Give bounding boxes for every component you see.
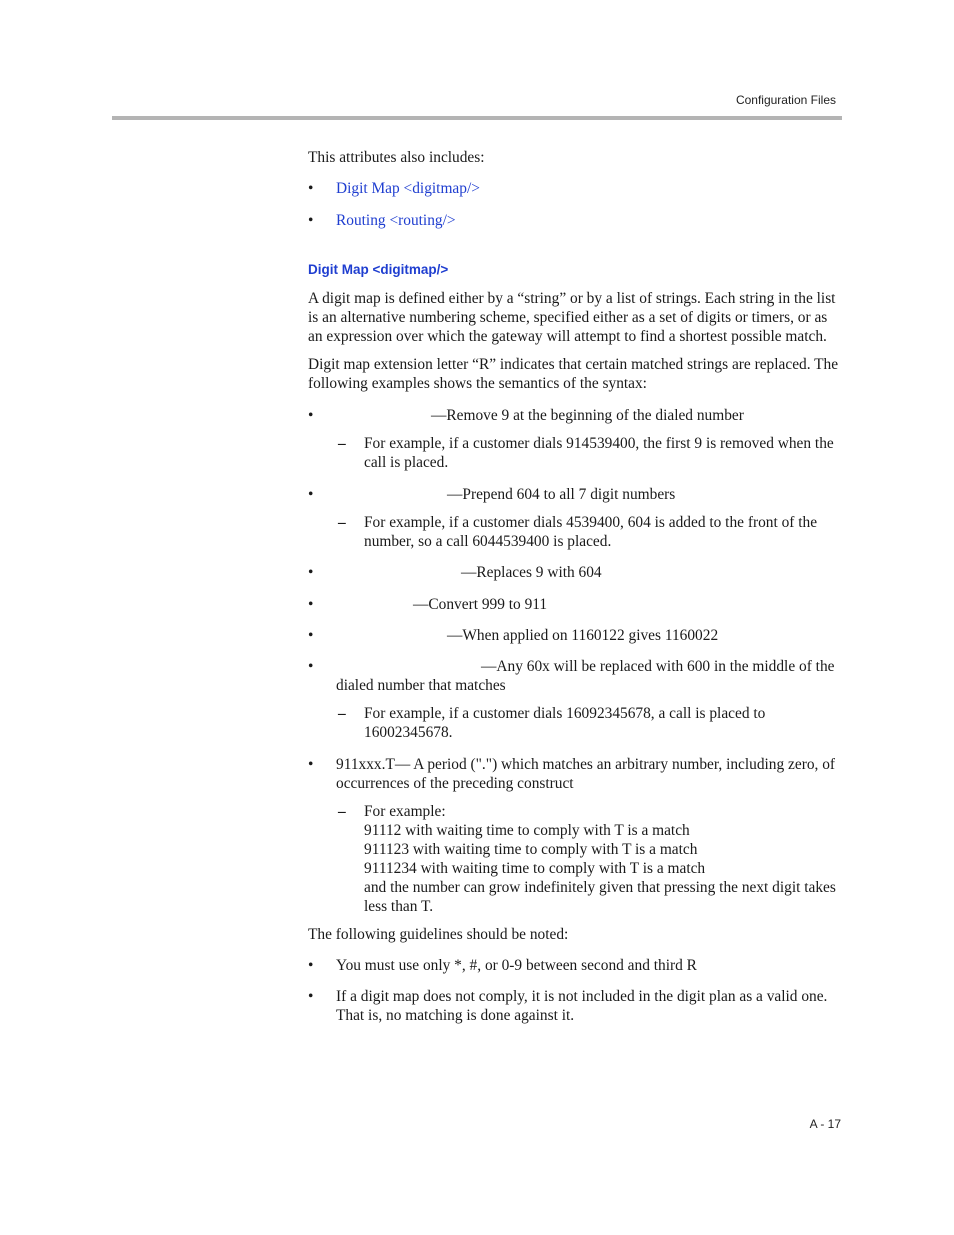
example-item: [308, 755, 843, 793]
header-rule: [112, 116, 842, 120]
example-sub: – For example, if a customer dials 914539400, the first 9 is removed when the call is placed.: [308, 434, 843, 472]
example-item: [308, 406, 843, 425]
guideline-item: • If a digit map does not comply, it is not included in the digit plan as a valid one. That is, no matching is done against it.: [308, 987, 843, 1025]
example-sub: [308, 802, 843, 916]
paragraph: A digit map is defined either by a “string” or by a list of strings. Each string in the list is an alternative numbering scheme, specified either as a set of digits or timers, or as an expression over which the gateway will attempt to find a shortest possible match.: [308, 290, 836, 345]
example-item: [308, 626, 843, 645]
routing-link[interactable]: Routing <routing/>: [336, 212, 456, 229]
example-sub: – For example, if a customer dials 4539400, 604 is added to the front of the number, so a call 6044539400 is placed.: [308, 513, 843, 551]
example-desc: —Remove 9 at the beginning of the dialed number: [431, 407, 744, 424]
example-desc: —Prepend 604 to all 7 digit numbers: [447, 486, 676, 503]
example-item: [308, 563, 843, 582]
running-header: Configuration Files: [735, 93, 836, 107]
example-desc: —Convert 999 to 911: [413, 596, 548, 613]
guidelines-intro: The following guidelines should be noted:: [308, 926, 569, 943]
example-label: 911xxx.T: [336, 756, 395, 773]
sub-line: 9111234 with waiting time to comply with T is a match: [364, 860, 706, 877]
link-item: [308, 179, 843, 198]
section-heading: Digit Map <digitmap/>: [308, 262, 449, 277]
example-item: [308, 595, 843, 614]
digitmap-link[interactable]: Digit Map <digitmap/>: [336, 180, 480, 197]
sub-line: 91112 with waiting time to comply with T is a match: [364, 822, 690, 839]
example-desc: — A period (".") which matches an arbitrary number, including zero, of occurrences of the preceding construct: [336, 756, 836, 792]
intro-text: This attributes also includes:: [308, 149, 485, 166]
page-number: A - 17: [809, 1117, 841, 1131]
sub-line: and the number can grow indefinitely given that pressing the next digit takes less than T.: [364, 879, 836, 915]
page-content: [308, 148, 843, 1025]
example-desc: —When applied on 1160122 gives 1160022: [447, 627, 719, 644]
example-desc: —Replaces 9 with 604: [461, 564, 602, 581]
sub-line: – For example:: [364, 803, 446, 820]
sub-line: 911123 with waiting time to comply with T is a match: [364, 841, 698, 858]
paragraph: Digit map extension letter “R” indicates that certain matched strings are replaced. The following examples shows the semantics of the syntax:: [308, 356, 839, 392]
example-item: [308, 485, 843, 504]
example-item: [308, 657, 843, 695]
guideline-item: • You must use only *, #, or 0-9 between second and third R: [308, 956, 843, 975]
example-desc: —Any 60x will be replaced with 600 in the middle of the dialed number that matches: [336, 658, 835, 694]
link-item: [308, 211, 843, 230]
example-sub: – For example, if a customer dials 16092345678, a call is placed to 16002345678.: [308, 704, 843, 742]
